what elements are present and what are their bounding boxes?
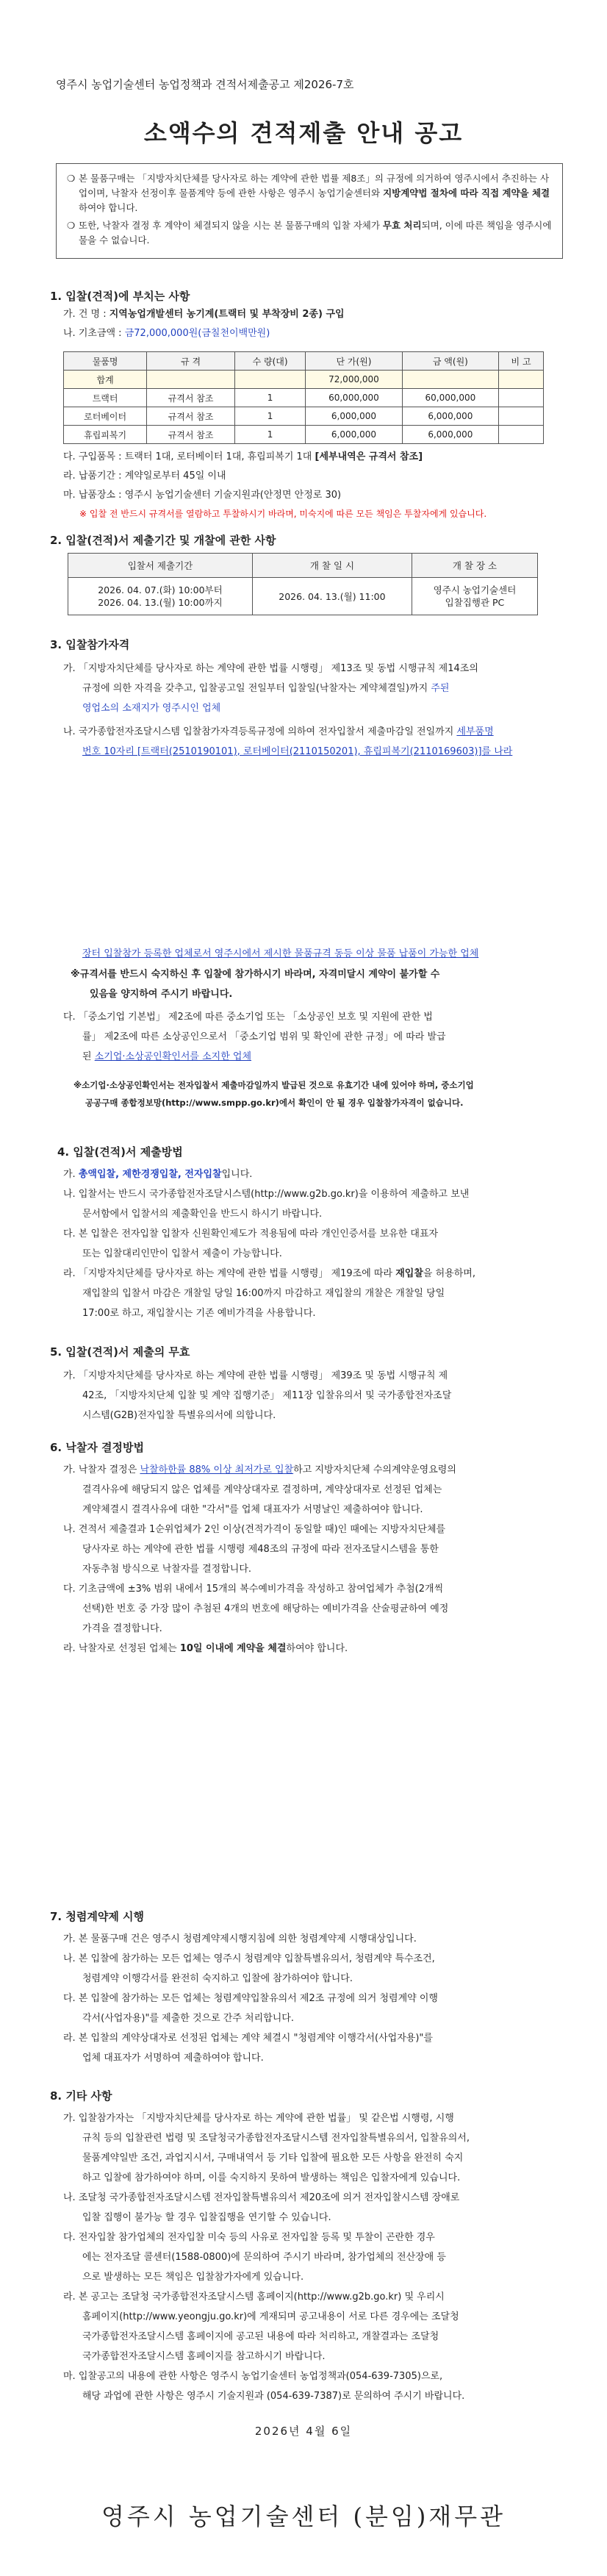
section-3-heading: 3. 입찰참가자격	[50, 638, 130, 651]
table-row: 로터베이터 규격서 참조 1 6,000,000 6,000,000	[64, 407, 544, 426]
s7-content: 가. 본 물품구매 건은 영주시 청렴계약제시행지침에 의한 청렴계약제 시행대상입니다. 나. 본 입찰에 참가하는 모든 업체는 영주시 청렴계약 입찰특별유의서, 청렴계약 특수조건, 청렴계약 이행각서를 완전히 숙지하고 입찰에 참가하여야 합니다. 다. 본 입찰에 참가하는 모든 업체는 청렴계약입찰유의서 제2조 규정에 의거 청렴계약 이행 각서(사업자용)"를 제출한 것으로 간주 처리합니다. 라. 본 입찰의 계약상대자로 선정된 업체는 계약 체결시 "청렴계약 이행각서(사업자용)"를 업체 대표자가 서명하여 제출하여야 합니다.	[63, 1933, 438, 2064]
section-4-heading: 4. 입찰(견적)서 제출방법	[57, 1145, 183, 1159]
table-row: 휴립피복기 규격서 참조 1 6,000,000 6,000,000	[64, 426, 544, 444]
section-5-heading: 5. 입찰(견적)서 제출의 무효	[50, 1345, 190, 1359]
s1-warning: ※ 입찰 전 반드시 규격서를 열람하고 투찰하시기 바라며, 미숙지에 따른 모든 책임은 투찰자에게 있습니다.	[79, 509, 487, 519]
issuing-organization: 영주시 농업기술센터 (분임)재무관	[101, 2502, 506, 2530]
notice-reference-number: 영주시 농업기술센터 농업정책과 견적서제출공고 제2026-7호	[56, 78, 354, 91]
s3-qualification-c: 다. 「중소기업 기본법」 제2조에 따른 중소기업 또는 「소상공인 보호 및 지원에 관한 법 률」 제2조에 따른 소상공인으로서 「중소기업 범위 및 확인에 관한 규정」에 따라 발급 된 소기업·소상공인확인서를 소지한 업체	[63, 1012, 446, 1062]
s1-item-name: 가. 건 명 : 지역농업개발센터 농기계(트랙터 및 부착장비 2종) 구입	[63, 309, 345, 320]
table-row: 2026. 04. 07.(화) 10:00부터 2026. 04. 13.(월) 10:00까지 2026. 04. 13.(월) 11:00 영주시 농업기술센터 입찰집행관 PC	[68, 578, 538, 615]
announcement-date: 2026년 4월 6일	[254, 2425, 353, 2438]
s1-base-price: 나. 기초금액 : 금72,000,000원(금칠천이백만원)	[63, 328, 270, 339]
table-row: 트랙터 규격서 참조 1 60,000,000 60,000,000	[64, 389, 544, 407]
circle-bullet-icon: ❍	[67, 220, 76, 231]
notice-box: ❍ 본 물품구매는 「지방자치단체를 당사자로 하는 계약에 관한 법률 제8조」의 규정에 의거하여 영주시에서 추진하는 사업이며, 낙찰자 선정이후 물품계약 등에 관한 사항은 영주시 농업기술센터와 지방계약법 절차에 따라 직접 계약을 체결하여야 합니다. ❍ 또한, 낙찰자 결정 후 계약이 체결되지 않을 시는 본 물품구매의 입찰 자체가 무효 처리되며, 이에 따른 책임을 영주시에 물을 수 없습니다.	[56, 163, 563, 259]
s3-qualification-b: 나. 국가종합전자조달시스템 입찰참가자격등록규정에 의하여 전자입찰서 제출마감일 전일까지 세부품명 번호 10자리 [트랙터(2510190101), 로터베이터(2110150201), 휴립피복기(2110169603)]를 나라	[63, 726, 513, 757]
s8-content: 가. 입찰참가자는 「지방자치단체를 당사자로 하는 계약에 관한 법률」 및 같은법 시행령, 시행 규칙 등의 입찰관련 법령 및 조달청국가종합전자조달시스템 전자입찰특별유의서, 입찰유의서, 물품계약일반 조건, 과업지시서, 구매내역서 등 기타 입찰에 필요한 모든 사항을 완전히 숙지 하고 입찰에 참가하여야 하며, 이를 숙지하지 못하여 발생하는 책임은 입찰자에게 있습니다. 나. 조달청 국가종합전자조달시스템 전자입찰특별유의서 제20조에 의거 전자입찰시스템 장애로 입찰 집행이 불가능 할 경우 입찰집행을 연기할 수 있습니다. 다. 전자입찰 참가업체의 전자입찰 미숙 등의 사유로 전자입찰 등록 및 투찰이 곤란한 경우 에는 전자조달 콜센터(1588-0800)에 문의하여 주시기 바라며, 참가업체의 전산장애 등 으로 발생하는 모든 책임은 입찰참가자에게 있습니다. 라. 본 공고는 조달청 국가종합전자조달시스템 홈페이지(http://www.g2b.go.kr) 및 우리시 홈페이지(http://www.yeongju.go.kr)에 게재되며 공고내용이 서로 다른 경우에는 조달청 국가종합전자조달시스템 홈페이지에 공고된 내용에 따라 처리하고, 개찰결과는 조달청 국가종합전자조달시스템 홈페이지를 참고하시기 바랍니다. 마. 입찰공고의 내용에 관한 사항은 영주시 농업기술센터 농업정책과(054-639-7305)으로, 해당 과업에 관한 사항은 영주시 기술지원과 (054-639-7387)로 문의하여 주시기 바랍니다.	[63, 2113, 470, 2402]
section-7-heading: 7. 청렴계약제 시행	[50, 1910, 145, 1923]
s3-note-2: ※소기업·소상공인확인서는 전자입찰서 제출마감일까지 발급된 것으로 유효기간 내에 있어야 하며, 중소기업 공공구매 종합정보망(http://www.smpp.go.kr)에서 확인이 안 될 경우 입찰참가자격이 없습니다.	[73, 1080, 474, 1108]
section-6-heading: 6. 낙찰자 결정방법	[50, 1441, 145, 1454]
item-table: 물품명 규 격 수 량(대) 단 가(원) 금 액(원) 비 고 합계 72,000,000 트랙터 규격서 참조 1 60,000,000 60,000,000 로터베이터 규격서 참조 1 6,000,000 6,000,000 휴립피복기 규격서 참조 1 6,000,000 6,000,000	[63, 351, 544, 444]
s3-qualification-b-cont: 장터 입찰참가 등록한 업체로서 영주시에서 제시한 물품규격 동등 이상 물품 납품이 가능한 업체	[82, 948, 479, 959]
section-2-heading: 2. 입찰(견적)서 제출기간 및 개찰에 관한 사항	[50, 534, 276, 547]
s4-content: 가. 총액입찰, 제한경쟁입찰, 전자입찰입니다. 나. 입찰서는 반드시 국가종합전자조달시스템(http://www.g2b.go.kr)을 이용하여 제출하고 보낸 문서함에서 입찰서의 제출확인을 반드시 하시기 바랍니다. 다. 본 입찰은 전자입찰 입찰자 신원확인제도가 적용됨에 따라 개인인증서를 보유한 대표자 또는 입찰대리인만이 입찰서 제출이 가능합니다. 라. 「지방자치단체를 당사자로 하는 계약에 관한 법률 시행령」 제19조에 따라 재입찰을 허용하며, 재입찰의 입찰서 마감은 개찰일 당일 16:00까지 마감하고 재입찰의 개찰은 개찰일 당일 17:00로 하고, 재입찰시는 기존 예비가격을 사용합니다.	[63, 1169, 475, 1319]
page-title: 소액수의 견적제출 안내 공고	[143, 119, 464, 147]
s3-qualification-a: 가. 「지방자치단체를 당사자로 하는 계약에 관한 법률 시행령」 제13조 및 동법 시행규칙 제14조의 규정에 의한 자격을 갖추고, 입찰공고일 전일부터 입찰일(낙찰자는 계약체결일)까지 주된 영업소의 소재지가 영주시인 업체	[63, 663, 478, 714]
s1-delivery-place: 마. 납품장소 : 영주시 농업기술센터 기술지원과(안정면 안정로 30)	[63, 490, 342, 501]
section-8-heading: 8. 기타 사항	[50, 2089, 112, 2103]
section-1-heading: 1. 입찰(견적)에 부치는 사항	[50, 290, 190, 303]
s1-purchase-items: 다. 구입품목 : 트랙터 1대, 로터베이터 1대, 휴립피복기 1대 [세부내역은 규격서 참조]	[63, 451, 423, 462]
s5-content: 가. 「지방자치단체를 당사자로 하는 계약에 관한 법률 시행령」 제39조 및 동법 시행규칙 제 42조, 「지방자치단체 입찰 및 계약 집행기준」 제11장 입찰유의서 및 국가종합전자조달 시스템(G2B)전자입찰 특별유의서에 의합니다.	[63, 1370, 452, 1421]
circle-bullet-icon: ❍	[67, 173, 76, 184]
schedule-table: 입찰서 제출기간 개 찰 일 시 개 찰 장 소 2026. 04. 07.(화) 10:00부터 2026. 04. 13.(월) 10:00까지 2026. 04. 13.(월) 11:00 영주시 농업기술센터 입찰집행관 PC	[68, 553, 538, 615]
s1-delivery-period: 라. 납품기간 : 계약일로부터 45일 이내	[63, 471, 226, 482]
s3-note-1: ※규격서를 반드시 숙지하신 후 입찰에 참가하시기 바라며, 자격미달시 계약이 불가할 수 있음을 양지하여 주시기 바랍니다.	[71, 969, 440, 1000]
s6-content: 가. 낙찰자 결정은 낙찰하한률 88% 이상 최저가로 입찰하고 지방자치단체 수의계약운영요령의 결격사유에 해당되지 않은 업체를 계약상대자로 결정하며, 계약상대자로 선정된 업체는 계약체결시 결격사유에 대한 "각서"를 업체 대표자가 서명날인 제출하여야 합니다. 나. 견적서 제출결과 1순위업체가 2인 이상(견적가격이 동일할 때)인 때에는 지방자치단체를 당사자로 하는 계약에 관한 법률 시행령 제48조의 규정에 따라 전자조달시스템을 통한 자동추첨 방식으로 낙찰자를 결정합니다. 다. 기초금액에 ±3% 범위 내에서 15개의 복수예비가격을 작성하고 참여업체가 추첨(2개씩 선택)한 번호 중 가장 많이 추첨된 4개의 번호에 해당하는 예비가격을 산술평균하여 예정 가격을 결정합니다. 라. 낙찰자로 선정된 업체는 10일 이내에 계약을 체결하여야 합니다.	[63, 1464, 456, 1654]
table-row: 합계 72,000,000	[64, 371, 544, 389]
